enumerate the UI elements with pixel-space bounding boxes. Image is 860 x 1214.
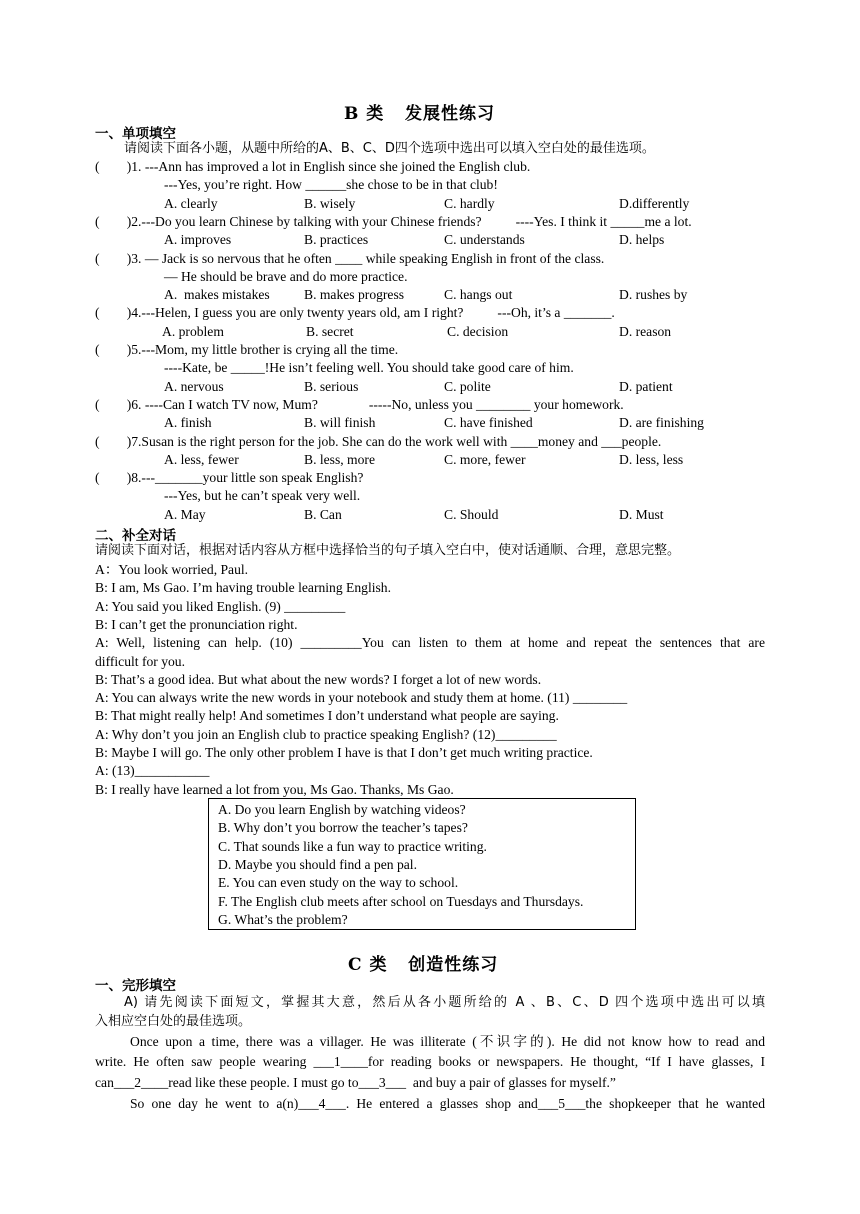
question-3-option-a[interactable]: A. makes mistakes (164, 287, 270, 303)
question-6-option-c[interactable]: C. have finished (444, 415, 533, 431)
question-4-option-a[interactable]: A. problem (162, 323, 224, 339)
question-1-stem: ( )1. ---Ann has improved a lot in English since she joined the English club. (95, 159, 531, 174)
dialogue-line: A：You look worried, Paul. (95, 562, 249, 577)
choice-option: A. Do you learn English by watching videos? (218, 802, 466, 817)
question-7-option-d[interactable]: D. less, less (619, 451, 684, 467)
choice-option: F. The English club meets after school on Tuesdays and Thursdays. (218, 893, 584, 909)
choice-option: D. Maybe you should find a pen pal. (218, 856, 417, 872)
question-2-option-c[interactable]: C. understands (444, 232, 525, 248)
dialogue-line: B: I am, Ms Gao. I’m having trouble learning English. (95, 580, 391, 596)
question-2-stem: ( )2.---Do you learn Chinese by talking with your Chinese friends? ----Yes. I think it _____me a lot. (95, 213, 692, 229)
question-4-option-b[interactable]: B. secret (306, 323, 354, 339)
question-7-stem: ( )7.Susan is the right person for the job. She can do the work well with ____money and ___people. (95, 433, 662, 449)
question-5-option-a[interactable]: A. nervous (164, 378, 224, 394)
question-6-option-d[interactable]: D. are finishing (619, 415, 704, 431)
question-1-reply: ---Yes, you’re right. How ______she chose to be in that club! (164, 177, 498, 193)
dialogue-line: A: Well, listening can help. (10) _________You can listen to them at home and repeat the sentences that are (95, 635, 765, 651)
question-2-option-d[interactable]: D. helps (619, 232, 665, 248)
question-8-option-c[interactable]: C. Should (444, 506, 499, 522)
question-3-reply: — He should be brave and do more practice. (164, 268, 408, 284)
question-4-option-d[interactable]: D. reason (619, 323, 672, 339)
section-title-b: B 类 发展性练习 (344, 104, 496, 124)
section2-instruction: 请阅读下面对话，根据对话内容从方框中选择恰当的句子填入空白中，使对话通顺、合理，意思完整。 (95, 543, 681, 558)
question-1-option-d[interactable]: D.differently (619, 195, 690, 211)
choice-option: C. That sounds like a fun way to practice writing. (218, 838, 487, 854)
question-8-reply: ---Yes, but he can’t speak very well. (164, 488, 361, 504)
question-5-option-d[interactable]: D. patient (619, 378, 673, 394)
dialogue-line: B: That’s a good idea. But what about the new words? I forget a lot of new words. (95, 671, 542, 687)
dialogue-line: A: You said you liked English. (9) _________ (95, 598, 346, 614)
question-8-option-d[interactable]: D. Must (619, 506, 664, 522)
section1-instruction: 请阅读下面各小题，从题中所给的A、B、C、D四个选项中选出可以填入空白处的最佳选项。 (124, 141, 655, 156)
dialogue-line: B: I really have learned a lot from you, Ms Gao. Thanks, Ms Gao. (95, 781, 454, 797)
question-8-option-a[interactable]: A. May (164, 506, 206, 522)
choices-box (208, 798, 636, 930)
section2-heading: 二、补全对话 (95, 528, 176, 544)
dialogue-line: B: I can’t get the pronunciation right. (95, 616, 298, 632)
section3-instruction-line2: 入相应空白处的最佳选项。 (95, 1014, 252, 1029)
question-5-stem: ( )5.---Mom, my little brother is crying all the time. (95, 342, 399, 357)
passage-line: write. He often saw people wearing ___1____for reading books or newspapers. He thought, “If I have glasses, I (95, 1054, 765, 1069)
section3-heading: 一、完形填空 (95, 978, 176, 994)
question-1-option-a[interactable]: A. clearly (164, 195, 218, 211)
choice-option: E. You can even study on the way to school. (218, 875, 459, 891)
question-8-option-b[interactable]: B. Can (304, 506, 342, 522)
question-6-stem: ( )6. ----Can I watch TV now, Mum? -----No, unless you ________ your homework. (95, 396, 624, 412)
section1-heading: 一、单项填空 (95, 126, 176, 142)
question-3-option-d[interactable]: D. rushes by (619, 287, 688, 303)
passage-line: can___2____read like these people. I must go to___3___ and buy a pair of glasses for myself.” (95, 1075, 616, 1090)
dialogue-line: A: (13)___________ (95, 763, 210, 779)
passage-line: Once upon a time, there was a villager. He was illiterate (不识字的). He did not know how to read and (130, 1034, 765, 1049)
question-3-option-c[interactable]: C. hangs out (444, 287, 513, 303)
passage-line: So one day he went to a(n)___4___. He entered a glasses shop and___5___the shopkeeper that he wanted (130, 1096, 765, 1111)
question-6-option-a[interactable]: A. finish (164, 415, 212, 431)
question-4-stem: ( )4.---Helen, I guess you are only twenty years old, am I right? ---Oh, it’s a _______. (95, 305, 615, 321)
dialogue-line: difficult for you. (95, 653, 185, 669)
question-5-reply: ----Kate, be _____!He isn’t feeling well. You should take good care of him. (164, 360, 574, 376)
dialogue-line: B: That might really help! And sometimes I don’t understand what people are saying. (95, 708, 559, 724)
question-6-option-b[interactable]: B. will finish (304, 415, 376, 431)
question-2-option-a[interactable]: A. improves (164, 232, 232, 248)
question-7-option-a[interactable]: A. less, fewer (164, 451, 239, 467)
section3-instruction-line1: A) 请先阅读下面短文，掌握其大意，然后从各小题所给的 A 、B、C、D 四个选项中选出可以填 (124, 995, 765, 1010)
question-3-option-b[interactable]: B. makes progress (304, 287, 405, 303)
question-1-option-b[interactable]: B. wisely (304, 195, 356, 211)
dialogue-line: A: Why don’t you join an English club to practice speaking English? (12)_________ (95, 726, 557, 742)
question-5-option-b[interactable]: B. serious (304, 378, 359, 394)
dialogue-line: B: Maybe I will go. The only other problem I have is that I don’t get much writing practice. (95, 745, 593, 760)
section-title-c: C 类 创造性练习 (348, 955, 499, 975)
question-4-option-c[interactable]: C. decision (447, 323, 509, 339)
question-7-option-c[interactable]: C. more, fewer (444, 451, 526, 467)
question-8-stem: ( )8.---_______your little son speak English? (95, 470, 364, 486)
dialogue-line: A: You can always write the new words in your notebook and study them at home. (11) ________ (95, 690, 628, 706)
question-1-option-c[interactable]: C. hardly (444, 195, 495, 211)
question-3-stem: ( )3. — Jack is so nervous that he often ____ while speaking English in front of the class. (95, 250, 605, 266)
choice-option: B. Why don’t you borrow the teacher’s tapes? (218, 820, 468, 836)
question-7-option-b[interactable]: B. less, more (304, 451, 375, 467)
choice-option: G. What’s the problem? (218, 911, 348, 927)
question-2-option-b[interactable]: B. practices (304, 232, 369, 248)
question-5-option-c[interactable]: C. polite (444, 378, 491, 394)
